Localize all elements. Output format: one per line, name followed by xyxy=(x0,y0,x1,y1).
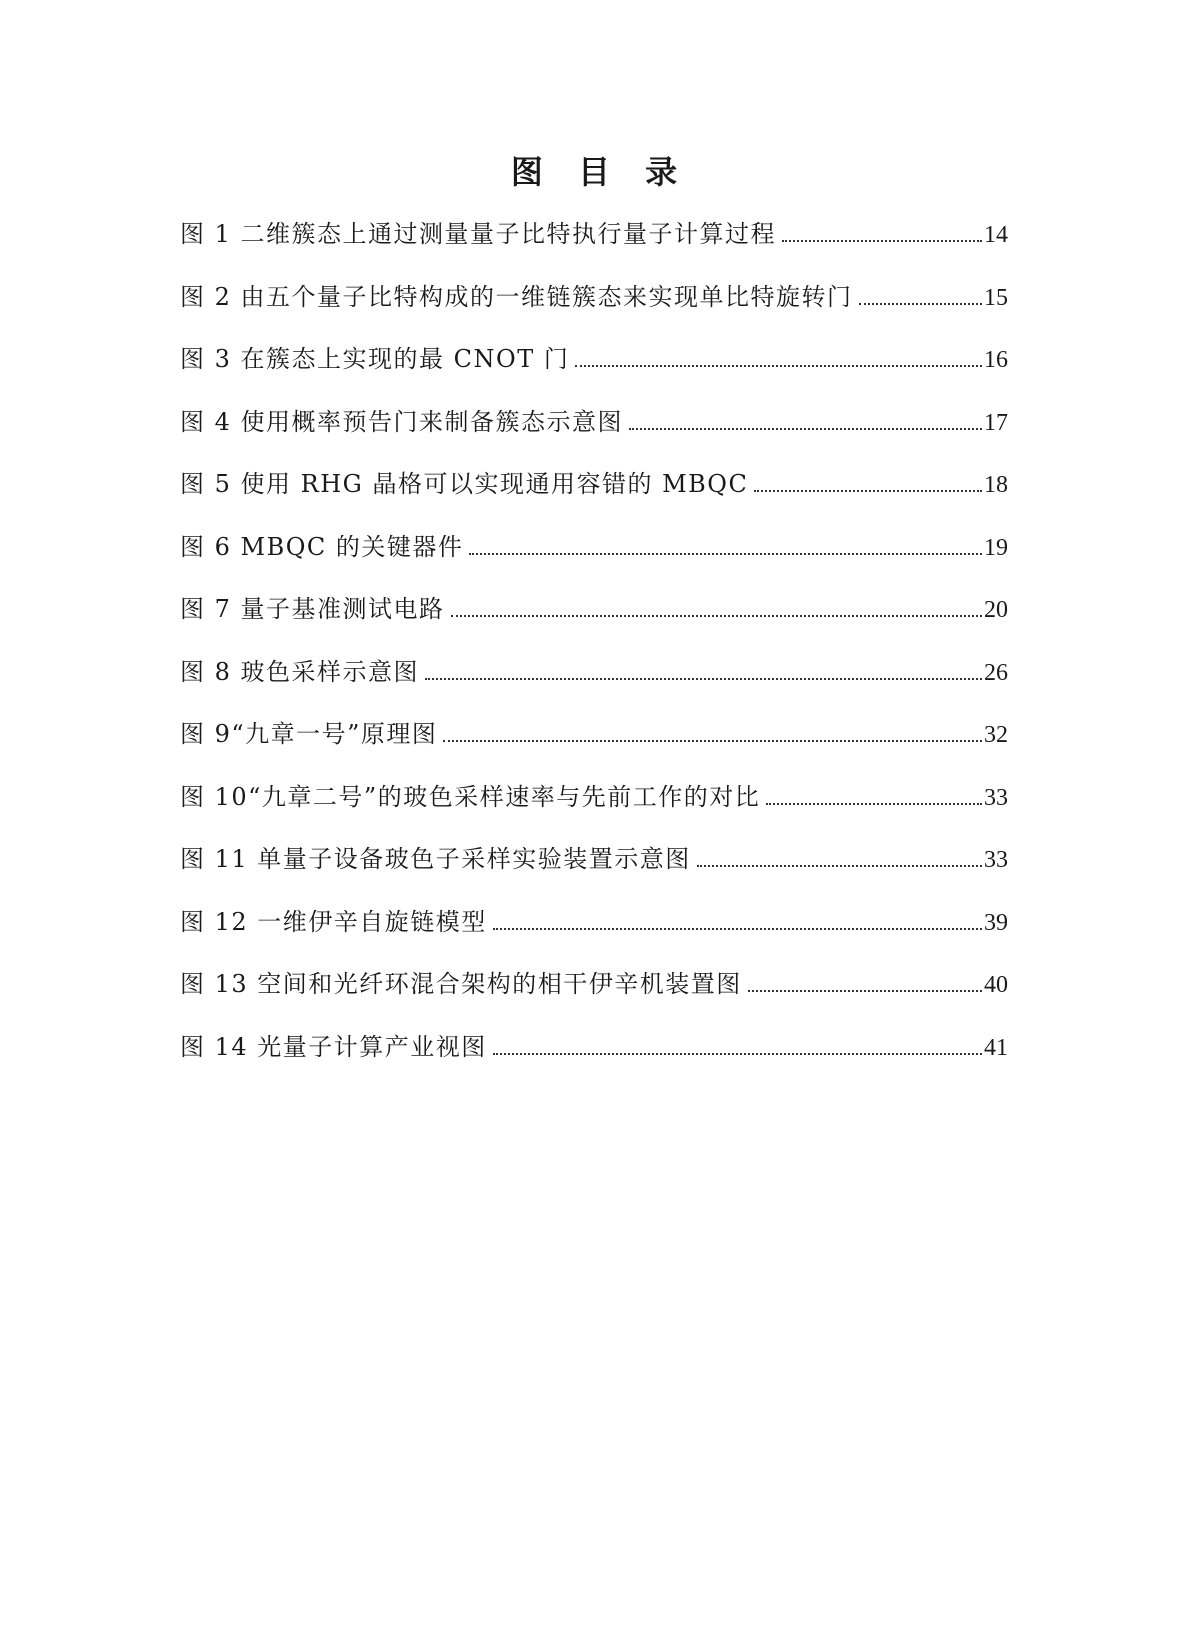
entry-label: 图 12 一维伊辛自旋链模型 xyxy=(180,907,487,936)
entry-label: 图 3 在簇态上实现的最 CNOT 门 xyxy=(180,345,570,373)
dot-leader xyxy=(629,428,982,430)
dot-leader xyxy=(443,740,982,742)
figure-list xyxy=(180,218,1008,1093)
dot-leader xyxy=(575,365,982,367)
list-item[interactable] xyxy=(180,593,1008,656)
entry-page-number: 14 xyxy=(984,222,1008,248)
entry-page-number: 41 xyxy=(984,1034,1008,1061)
dot-leader xyxy=(493,928,982,930)
dot-leader xyxy=(493,1053,982,1055)
entry-page-number: 16 xyxy=(984,347,1008,373)
entry-label: 图 7 量子基准测试电路 xyxy=(180,595,445,623)
entry-label: 图 5 使用 RHG 晶格可以实现通用容错的 MBQC xyxy=(180,470,749,498)
list-item[interactable] xyxy=(180,1031,1008,1094)
entry-page-number: 17 xyxy=(984,409,1008,436)
list-item[interactable] xyxy=(180,343,1008,406)
entry-label: 图 11 单量子设备玻色子采样实验装置示意图 xyxy=(180,845,691,873)
dot-leader xyxy=(859,303,982,305)
entry-page-number: 26 xyxy=(984,659,1008,686)
entry-label: 图 2 由五个量子比特构成的一维链簇态来实现单比特旋转门 xyxy=(180,282,853,311)
entry-page-number: 33 xyxy=(984,784,1008,811)
list-item[interactable] xyxy=(180,906,1008,969)
list-item[interactable] xyxy=(180,406,1008,469)
dot-leader xyxy=(469,553,982,555)
entry-page-number: 39 xyxy=(984,909,1008,936)
dot-leader xyxy=(425,678,982,680)
entry-label: 图 8 玻色采样示意图 xyxy=(180,657,420,686)
dot-leader xyxy=(782,240,982,242)
entry-label: 图 13 空间和光纤环混合架构的相干伊辛机装置图 xyxy=(180,970,742,998)
list-item[interactable] xyxy=(180,656,1008,719)
list-item[interactable] xyxy=(180,531,1008,594)
list-item[interactable] xyxy=(180,781,1008,844)
entry-page-number: 40 xyxy=(984,972,1008,998)
list-item[interactable] xyxy=(180,281,1008,344)
list-item[interactable] xyxy=(180,468,1008,531)
dot-leader xyxy=(766,803,982,805)
entry-page-number: 19 xyxy=(984,534,1008,561)
page-title: 图 目 录 xyxy=(510,153,690,191)
list-item[interactable] xyxy=(180,843,1008,906)
entry-label: 图 9“九章一号”原理图 xyxy=(180,720,438,748)
entry-page-number: 32 xyxy=(984,722,1008,748)
entry-label: 图 1 二维簇态上通过测量量子比特执行量子计算过程 xyxy=(180,220,777,248)
list-item[interactable] xyxy=(180,718,1008,781)
entry-page-number: 20 xyxy=(984,597,1008,623)
dot-leader xyxy=(697,865,982,867)
entry-label: 图 6 MBQC 的关键器件 xyxy=(180,532,464,561)
dot-leader xyxy=(451,615,982,617)
entry-label: 图 10“九章二号”的玻色采样速率与先前工作的对比 xyxy=(180,782,761,811)
list-item[interactable] xyxy=(180,218,1008,281)
dot-leader xyxy=(748,990,982,992)
list-item[interactable] xyxy=(180,968,1008,1031)
entry-page-number: 15 xyxy=(984,284,1008,311)
entry-label: 图 14 光量子计算产业视图 xyxy=(180,1032,487,1061)
entry-page-number: 33 xyxy=(984,847,1008,873)
entry-label: 图 4 使用概率预告门来制备簇态示意图 xyxy=(180,407,624,436)
dot-leader xyxy=(754,490,982,492)
entry-page-number: 18 xyxy=(984,472,1008,498)
